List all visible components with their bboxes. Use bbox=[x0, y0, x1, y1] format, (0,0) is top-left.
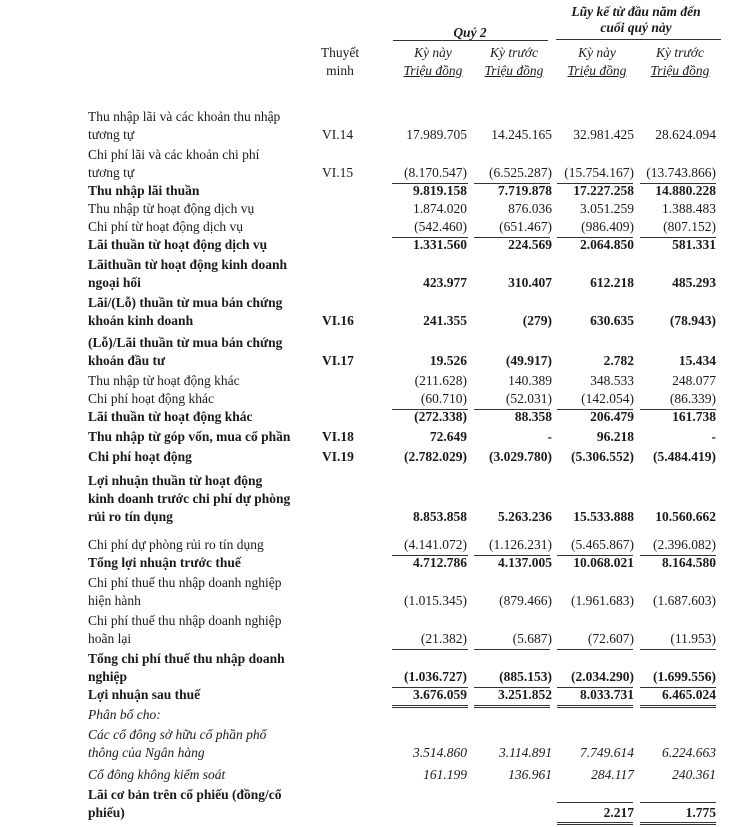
row-value: 96.218 bbox=[596, 429, 634, 444]
q2-title-underline bbox=[393, 40, 548, 41]
row-value: - bbox=[547, 429, 552, 444]
col-header-line2: Triệu đồng bbox=[403, 63, 463, 78]
row-label bbox=[88, 554, 318, 572]
col-header-ytd-prior bbox=[640, 44, 720, 80]
row-value: 2.217 bbox=[603, 805, 634, 820]
row-note-ref: VI.14 bbox=[322, 127, 354, 142]
row-value: (1.961.683) bbox=[571, 593, 634, 608]
row-label bbox=[88, 256, 318, 292]
row-value: 7.749.614 bbox=[580, 745, 634, 760]
row-label-line: Chi phí hoạt động bbox=[88, 449, 192, 464]
row-label bbox=[88, 182, 318, 200]
row-value: (142.054) bbox=[581, 391, 634, 406]
row-value: (879.466) bbox=[499, 593, 552, 608]
q2-group-title: Quý 2 bbox=[453, 25, 487, 40]
row-value: (211.628) bbox=[414, 373, 467, 388]
row-label-line: Thu nhập lãi và các khoản thu nhập bbox=[88, 109, 281, 124]
row-label bbox=[88, 294, 318, 330]
row-value: 14.245.165 bbox=[491, 127, 552, 142]
row-value: 248.077 bbox=[672, 373, 716, 388]
col-header-line2: Triệu đồng bbox=[484, 63, 544, 78]
row-label bbox=[88, 146, 318, 182]
col-header-line1: Kỳ này bbox=[578, 45, 616, 60]
ytd-title-line-2: cuối quý này bbox=[600, 20, 672, 35]
row-value: 19.526 bbox=[429, 353, 467, 368]
row-label bbox=[88, 408, 318, 426]
row-value: (11.953) bbox=[670, 631, 716, 646]
row-value: 3.514.860 bbox=[413, 745, 467, 760]
row-value: (1.699.556) bbox=[653, 669, 716, 684]
row-value: 876.036 bbox=[508, 201, 552, 216]
row-value: 3.676.059 bbox=[413, 687, 467, 702]
row-value: 28.624.094 bbox=[655, 127, 716, 142]
row-label bbox=[88, 218, 318, 236]
total-double-underline bbox=[557, 705, 633, 708]
row-label-line: Lợi nhuận sau thuế bbox=[88, 687, 201, 702]
row-label-line: Thu nhập từ góp vốn, mua cổ phần bbox=[88, 429, 291, 444]
row-label-line: Lợi nhuận thuần từ hoạt động bbox=[88, 473, 263, 488]
row-value: 1.775 bbox=[685, 805, 716, 820]
row-label-line: Chi phí từ hoạt động dịch vụ bbox=[88, 219, 244, 234]
row-value: (542.460) bbox=[414, 219, 467, 234]
row-value: 15.533.888 bbox=[573, 509, 634, 524]
subtotal-underline bbox=[474, 649, 550, 650]
row-label bbox=[88, 766, 318, 784]
row-value: 161.199 bbox=[423, 767, 467, 782]
row-value: 88.358 bbox=[514, 409, 552, 424]
row-value: (13.743.866) bbox=[646, 165, 716, 180]
total-double-underline bbox=[640, 705, 716, 708]
row-value: (78.943) bbox=[669, 313, 716, 328]
row-value: (15.754.167) bbox=[564, 165, 634, 180]
ytd-title-underline bbox=[556, 39, 721, 40]
row-value: (21.382) bbox=[420, 631, 467, 646]
row-value: 4.137.005 bbox=[498, 555, 552, 570]
col-header-line2: Triệu đồng bbox=[650, 63, 710, 78]
eps-top-line bbox=[557, 802, 633, 803]
row-label-line: Chi phí lãi và các khoản chi phí bbox=[88, 147, 260, 162]
row-value: (8.170.547) bbox=[404, 165, 467, 180]
row-note-ref: VI.19 bbox=[322, 449, 354, 464]
total-double-underline bbox=[392, 705, 468, 708]
notes-column-header bbox=[315, 44, 365, 80]
row-label-line: Lãi thuần từ hoạt động dịch vụ bbox=[88, 237, 268, 252]
row-label bbox=[88, 236, 318, 254]
row-label-line: ngoại hối bbox=[88, 275, 141, 290]
eps-double-underline bbox=[640, 822, 716, 825]
row-value: (2.034.290) bbox=[571, 669, 634, 684]
row-value: (86.339) bbox=[669, 391, 716, 406]
row-value: 72.649 bbox=[429, 429, 467, 444]
row-label-line: rủi ro tín dụng bbox=[88, 509, 173, 524]
row-value: 284.117 bbox=[591, 767, 634, 782]
row-label-line: khoán kinh doanh bbox=[88, 313, 194, 328]
row-label-line: Chi phí thuế thu nhập doanh nghiệp bbox=[88, 613, 282, 628]
row-label-line: Chi phí thuế thu nhập doanh nghiệp bbox=[88, 575, 282, 590]
row-label-line: Cổ đông không kiểm soát bbox=[88, 767, 226, 782]
row-value: (2.782.029) bbox=[404, 449, 467, 464]
row-label bbox=[88, 574, 318, 610]
row-value: 8.164.580 bbox=[662, 555, 716, 570]
row-value: (1.036.727) bbox=[404, 669, 467, 684]
row-label-line: Thu nhập từ hoạt động khác bbox=[88, 373, 240, 388]
row-label-line: kinh doanh trước chi phí dự phòng bbox=[88, 491, 291, 506]
row-value: 1.388.483 bbox=[662, 201, 716, 216]
row-value: (1.015.345) bbox=[404, 593, 467, 608]
row-label-line: hiện hành bbox=[88, 593, 141, 608]
row-label-line: thông của Ngân hàng bbox=[88, 745, 205, 760]
row-value: 8.033.731 bbox=[580, 687, 634, 702]
row-value: 1.874.020 bbox=[413, 201, 467, 216]
col-header-line1: Kỳ trước bbox=[656, 45, 704, 60]
subtotal-underline bbox=[640, 649, 716, 650]
row-value: (5.465.867) bbox=[571, 537, 634, 552]
col-header-ytd-current bbox=[557, 44, 637, 80]
row-value: (1.687.603) bbox=[653, 593, 716, 608]
row-value: 3.051.259 bbox=[580, 201, 634, 216]
row-value: (60.710) bbox=[420, 391, 467, 406]
notes-header-line-1: Thuyết bbox=[320, 45, 360, 60]
row-value: 10.560.662 bbox=[655, 509, 716, 524]
row-label bbox=[88, 200, 318, 218]
row-value: 10.068.021 bbox=[573, 555, 634, 570]
col-header-line2: Triệu đồng bbox=[567, 63, 627, 78]
row-value: 2.782 bbox=[603, 353, 634, 368]
row-label-line: phiếu) bbox=[88, 805, 125, 820]
row-value: 9.819.158 bbox=[413, 183, 467, 198]
row-value: 6.224.663 bbox=[662, 745, 716, 760]
row-label bbox=[88, 726, 318, 762]
row-value: 14.880.228 bbox=[655, 183, 716, 198]
row-value: 5.263.236 bbox=[498, 509, 552, 524]
eps-top-line bbox=[640, 802, 716, 803]
row-value: 161.738 bbox=[672, 409, 716, 424]
row-value: (651.467) bbox=[499, 219, 552, 234]
row-label bbox=[88, 390, 318, 408]
row-value: - bbox=[711, 429, 716, 444]
col-header-q2-prior bbox=[474, 44, 554, 80]
row-value: 7.719.878 bbox=[498, 183, 552, 198]
row-value: 241.355 bbox=[423, 313, 467, 328]
row-value: (279) bbox=[522, 313, 552, 328]
row-label-line: Thu nhập từ hoạt động dịch vụ bbox=[88, 201, 255, 216]
row-label-line: tương tự bbox=[88, 165, 135, 180]
row-value: 581.331 bbox=[672, 237, 716, 252]
row-label bbox=[88, 706, 318, 724]
row-value: 17.227.258 bbox=[573, 183, 634, 198]
row-value: (807.152) bbox=[663, 219, 716, 234]
total-double-underline bbox=[474, 705, 550, 708]
row-value: (2.396.082) bbox=[653, 537, 716, 552]
row-value: 15.434 bbox=[678, 353, 716, 368]
row-value: 348.533 bbox=[590, 373, 634, 388]
row-value: 8.853.858 bbox=[413, 509, 467, 524]
row-value: 3.114.891 bbox=[499, 745, 552, 760]
row-value: (4.141.072) bbox=[404, 537, 467, 552]
row-label-line: Phân bổ cho: bbox=[88, 707, 161, 722]
subtotal-underline bbox=[392, 649, 468, 650]
row-value: 3.251.852 bbox=[498, 687, 552, 702]
row-label-line: tương tự bbox=[88, 127, 135, 142]
row-label-line: khoán đầu tư bbox=[88, 353, 166, 368]
row-value: 6.465.024 bbox=[662, 687, 716, 702]
row-value: 32.981.425 bbox=[573, 127, 634, 142]
col-header-line1: Kỳ trước bbox=[490, 45, 538, 60]
row-label-line: (Lỗ)/Lãi thuần từ mua bán chứng bbox=[88, 335, 283, 350]
row-value: (5.484.419) bbox=[653, 449, 716, 464]
row-value: (49.917) bbox=[505, 353, 552, 368]
row-label bbox=[88, 536, 318, 554]
row-label bbox=[88, 428, 318, 446]
col-header-q2-current bbox=[393, 44, 473, 80]
row-label-line: Thu nhập lãi thuần bbox=[88, 183, 200, 198]
row-label-line: Lãi thuần từ hoạt động khác bbox=[88, 409, 253, 424]
row-label bbox=[88, 372, 318, 390]
row-value: (885.153) bbox=[499, 669, 552, 684]
row-value: (986.409) bbox=[581, 219, 634, 234]
row-note-ref: VI.18 bbox=[322, 429, 354, 444]
row-label-line: Lãithuần từ hoạt động kinh doanh bbox=[88, 257, 288, 272]
row-value: 1.331.560 bbox=[413, 237, 467, 252]
row-value: 423.977 bbox=[423, 275, 467, 290]
row-label-line: Chi phí dự phòng rủi ro tín dụng bbox=[88, 537, 264, 552]
row-label-line: Tổng lợi nhuận trước thuế bbox=[88, 555, 241, 570]
row-label-line: Chi phí hoạt động khác bbox=[88, 391, 214, 406]
row-label-line: Lãi/(Lỗ) thuần từ mua bán chứng bbox=[88, 295, 283, 310]
row-label bbox=[88, 448, 318, 466]
row-value: (6.525.287) bbox=[489, 165, 552, 180]
row-value: 2.064.850 bbox=[580, 237, 634, 252]
subtotal-underline bbox=[557, 649, 633, 650]
row-value: 17.989.705 bbox=[406, 127, 467, 142]
row-value: (5.687) bbox=[512, 631, 552, 646]
row-value: 4.712.786 bbox=[413, 555, 467, 570]
ytd-group-title bbox=[552, 4, 720, 36]
row-label-line: hoãn lại bbox=[88, 631, 132, 646]
row-value: 140.389 bbox=[508, 373, 552, 388]
ytd-title-line-1: Lũy kế từ đầu năm đến bbox=[571, 4, 701, 19]
row-note-ref: VI.17 bbox=[322, 353, 354, 368]
row-value: 136.961 bbox=[508, 767, 552, 782]
row-label-line: Tổng chi phí thuế thu nhập doanh bbox=[88, 651, 285, 666]
row-label bbox=[88, 786, 318, 822]
row-value: (3.029.780) bbox=[489, 449, 552, 464]
row-value: 240.361 bbox=[672, 767, 716, 782]
row-value: 224.569 bbox=[508, 237, 552, 252]
row-value: 612.218 bbox=[590, 275, 634, 290]
row-note-ref: VI.15 bbox=[322, 165, 354, 180]
row-label bbox=[88, 650, 318, 686]
row-label bbox=[88, 612, 318, 648]
row-value: (52.031) bbox=[505, 391, 552, 406]
eps-double-underline bbox=[557, 822, 633, 825]
row-label bbox=[88, 108, 318, 144]
row-value: 310.407 bbox=[508, 275, 552, 290]
col-header-line1: Kỳ này bbox=[414, 45, 452, 60]
row-value: 206.479 bbox=[590, 409, 634, 424]
row-label-line: Lãi cơ bản trên cổ phiếu (đồng/cổ bbox=[88, 787, 282, 802]
row-label bbox=[88, 686, 318, 704]
notes-header-line-2: minh bbox=[326, 63, 354, 78]
row-note-ref: VI.16 bbox=[322, 313, 354, 328]
row-value: (5.306.552) bbox=[571, 449, 634, 464]
row-label-line: Các cổ đông sở hữu cổ phần phổ bbox=[88, 727, 267, 742]
row-label-line: nghiệp bbox=[88, 669, 128, 684]
row-label bbox=[88, 472, 318, 526]
row-label bbox=[88, 334, 318, 370]
row-value: (72.607) bbox=[587, 631, 634, 646]
row-value: 630.635 bbox=[590, 313, 634, 328]
row-value: 485.293 bbox=[672, 275, 716, 290]
row-value: (272.338) bbox=[414, 409, 467, 424]
row-value: (1.126.231) bbox=[489, 537, 552, 552]
